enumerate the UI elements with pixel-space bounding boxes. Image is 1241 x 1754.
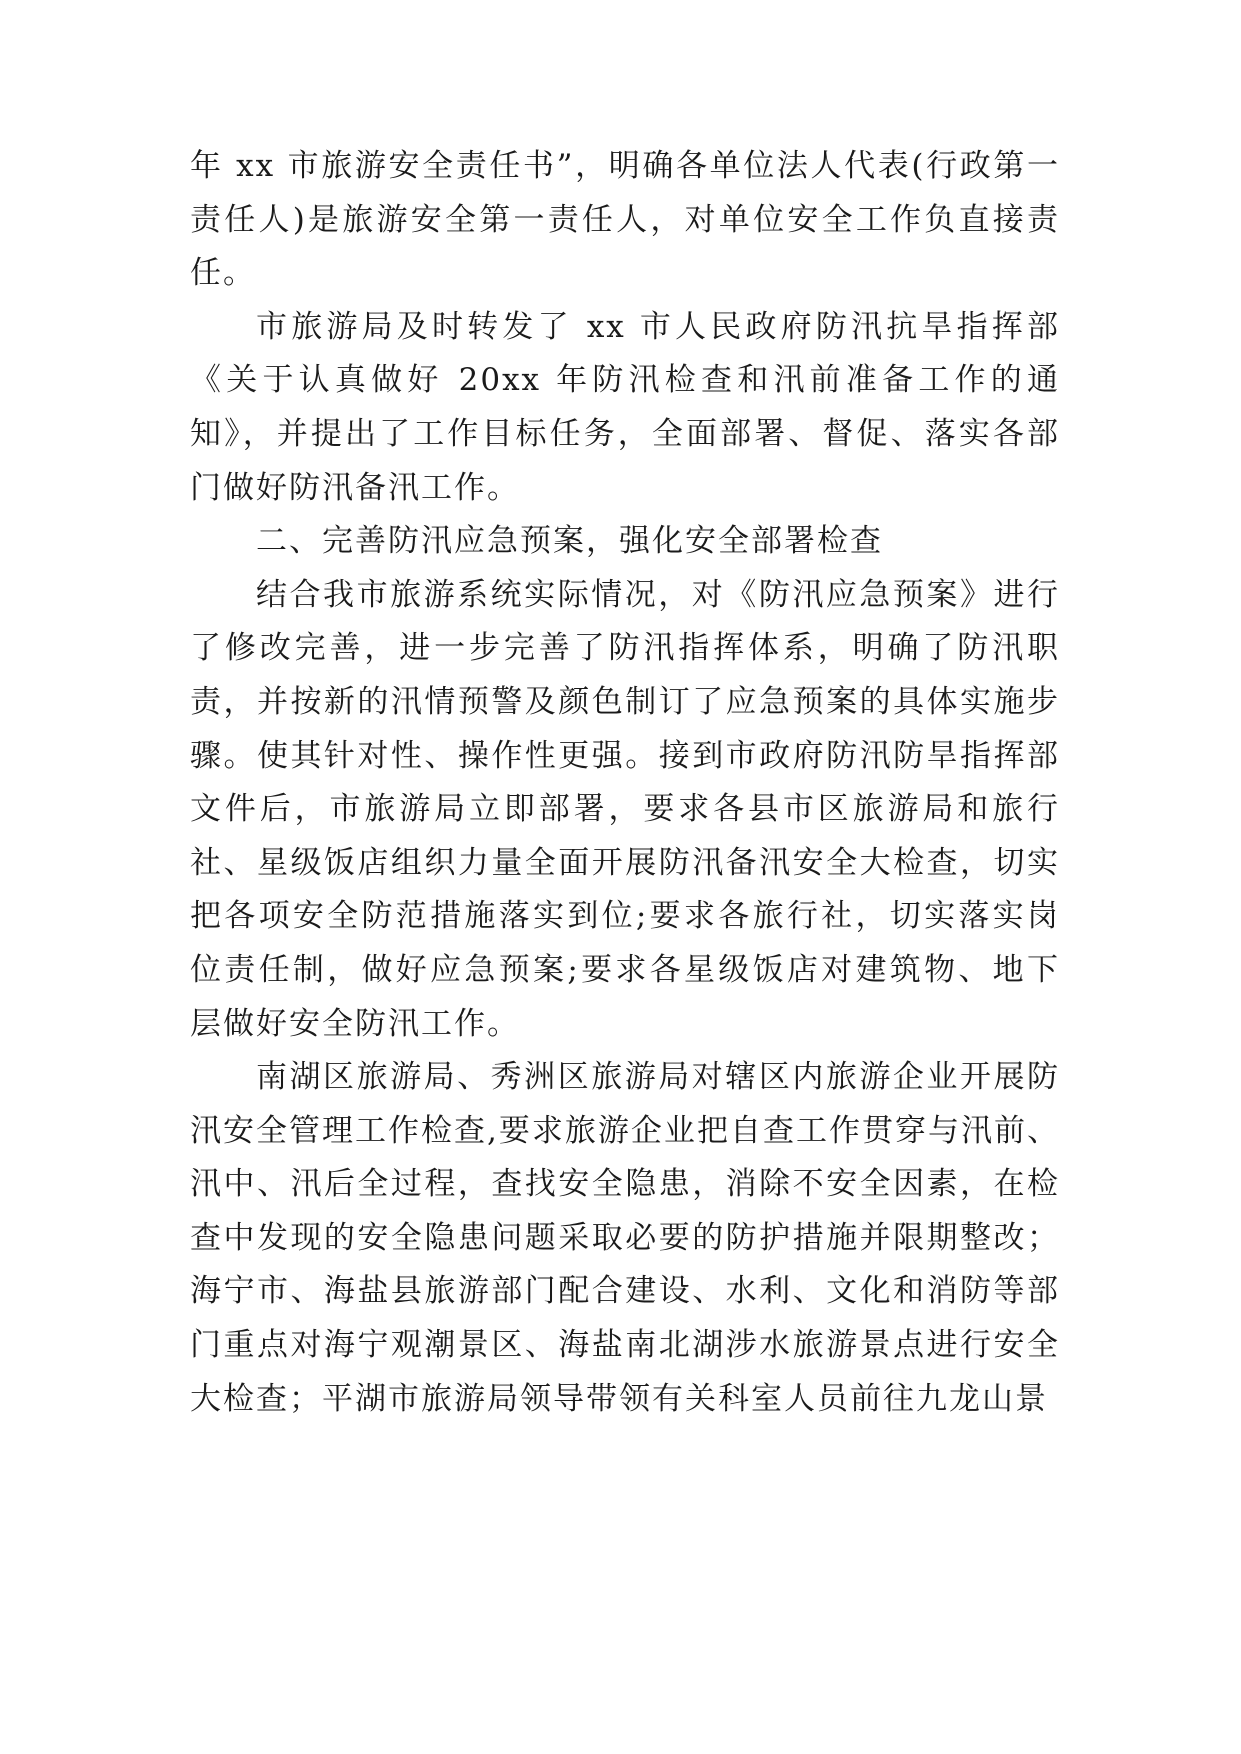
paragraph-emergency-plan: 结合我市旅游系统实际情况，对《防汛应急预案》进行了修改完善，进一步完善了防汛指挥体系，明确了防汛职责，并按新的汛情预警及颜色制订了应急预案的具体实施步骤。使其针对性、操作性更强。接到市政府防汛防旱指挥部文件后，市旅游局立即部署，要求各县市区旅游局和旅行社、星级饭店组织力量全面开展防汛备汛安全大检查，切实把各项安全防范措施落实到位;要求各旅行社，切实落实岗位责任制，做好应急预案;要求各星级饭店对建筑物、地下层做好安全防汛工作。	[190, 576, 1060, 1042]
paragraph-forwarded-notice: 市旅游局及时转发了 xx 市人民政府防汛抗旱指挥部《关于认真做好 20xx 年防汛检查和汛前准备工作的通知》，并提出了工作目标任务，全面部署、督促、落实各部门做好防汛备汛工作。	[190, 308, 1060, 506]
document-page	[190, 140, 1060, 1426]
section-heading-2: 二、完善防汛应急预案，强化安全部署检查	[256, 523, 883, 560]
paragraph-district-inspections: 南湖区旅游局、秀洲区旅游局对辖区内旅游企业开展防汛安全管理工作检查,要求旅游企业把自查工作贯穿与汛前、汛中、汛后全过程，查找安全隐患，消除不安全因素，在检查中发现的安全隐患问题采取必要的防护措施并限期整改；海宁市、海盐县旅游部门配合建设、水利、文化和消防等部门重点对海宁观潮景区、海盐南北湖涉水旅游景点进行安全大检查；平湖市旅游局领导带领有关科室人员前往九龙山景	[190, 1059, 1060, 1417]
paragraph-responsibility-continued: 年 xx 市旅游安全责任书”，明确各单位法人代表(行政第一责任人)是旅游安全第一责任人，对单位安全工作负直接责任。	[190, 148, 1060, 292]
